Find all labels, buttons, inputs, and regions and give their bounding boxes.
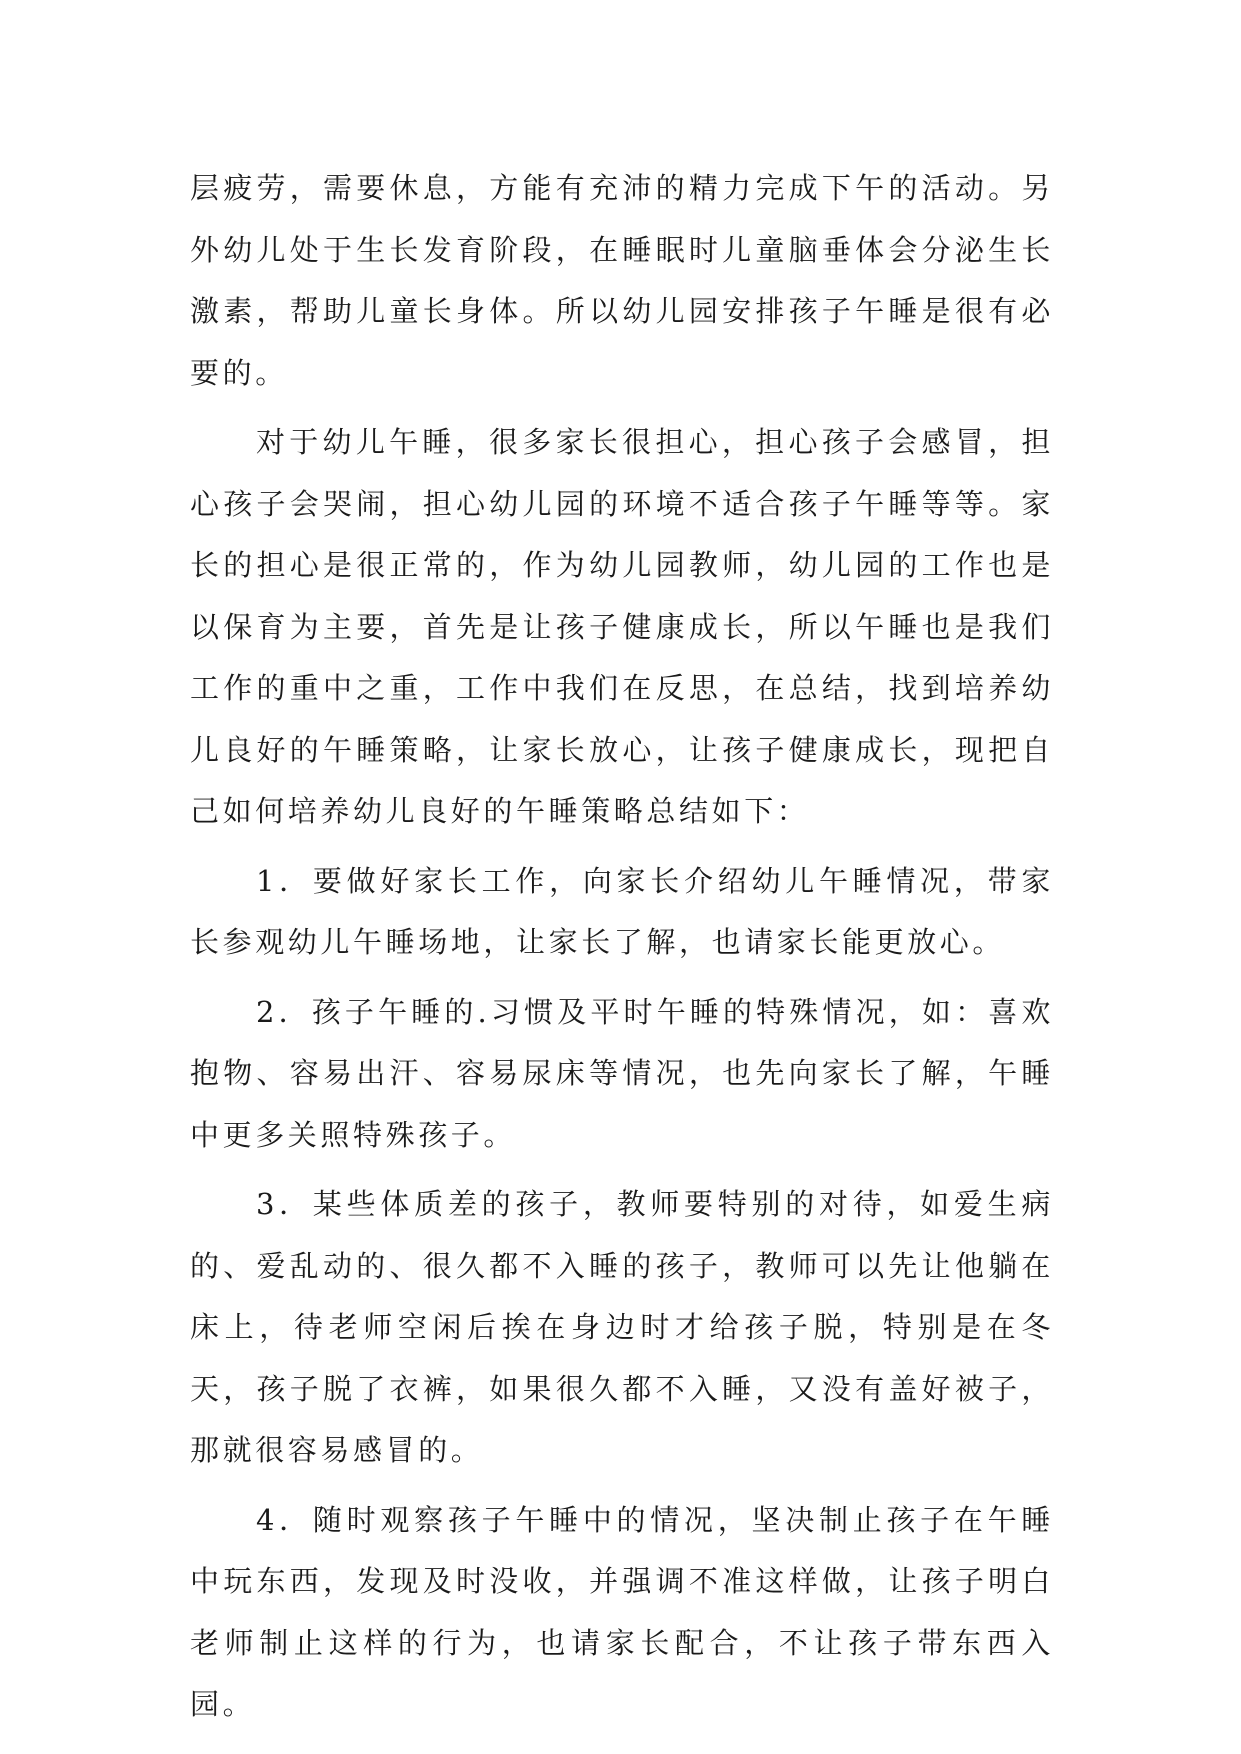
paragraph-3-list-item-1: 1．要做好家长工作，向家长介绍幼儿午睡情况，带家长参观幼儿午睡场地，让家长了解，也请家长能更放心。 [190,863,1054,959]
paragraph-5-list-item-3: 3．某些体质差的孩子，教师要特别的对待，如爱生病的、爱乱动的、很久都不入睡的孩子，教师可以先让他躺在床上，待老师空闲后挨在身边时才给孩子脱，特别是在冬天，孩子脱了衣裤，如果很久都不入睡，又没有盖好被子，那就很容易感冒的。 [190,1187,1054,1467]
paragraph-1: 层疲劳，需要休息，方能有充沛的精力完成下午的活动。另外幼儿处于生长发育阶段，在睡眠时儿童脑垂体会分泌生长激素，帮助儿童长身体。所以幼儿园安排孩子午睡是很有必要的。 [190,171,1054,390]
paragraph-4-list-item-2: 2．孩子午睡的.习惯及平时午睡的特殊情况，如：喜欢抱物、容易出汗、容易尿床等情况，也先向家长了解，午睡中更多关照特殊孩子。 [190,994,1054,1152]
paragraph-2: 对于幼儿午睡，很多家长很担心，担心孩子会感冒，担心孩子会哭闹，担心幼儿园的环境不适合孩子午睡等等。家长的担心是很正常的，作为幼儿园教师，幼儿园的工作也是以保育为主要，首先是让孩子健康成长，所以午睡也是我们工作的重中之重，工作中我们在反思，在总结，找到培养幼儿良好的午睡策略，让家长放心，让孩子健康成长，现把自己如何培养幼儿良好的午睡策略总结如下： [190,425,1054,828]
document-body [190,158,1054,1736]
paragraph-6-list-item-4: 4．随时观察孩子午睡中的情况，坚决制止孩子在午睡中玩东西，发现及时没收，并强调不准这样做，让孩子明白老师制止这样的行为，也请家长配合，不让孩子带东西入园。 [190,1502,1054,1721]
